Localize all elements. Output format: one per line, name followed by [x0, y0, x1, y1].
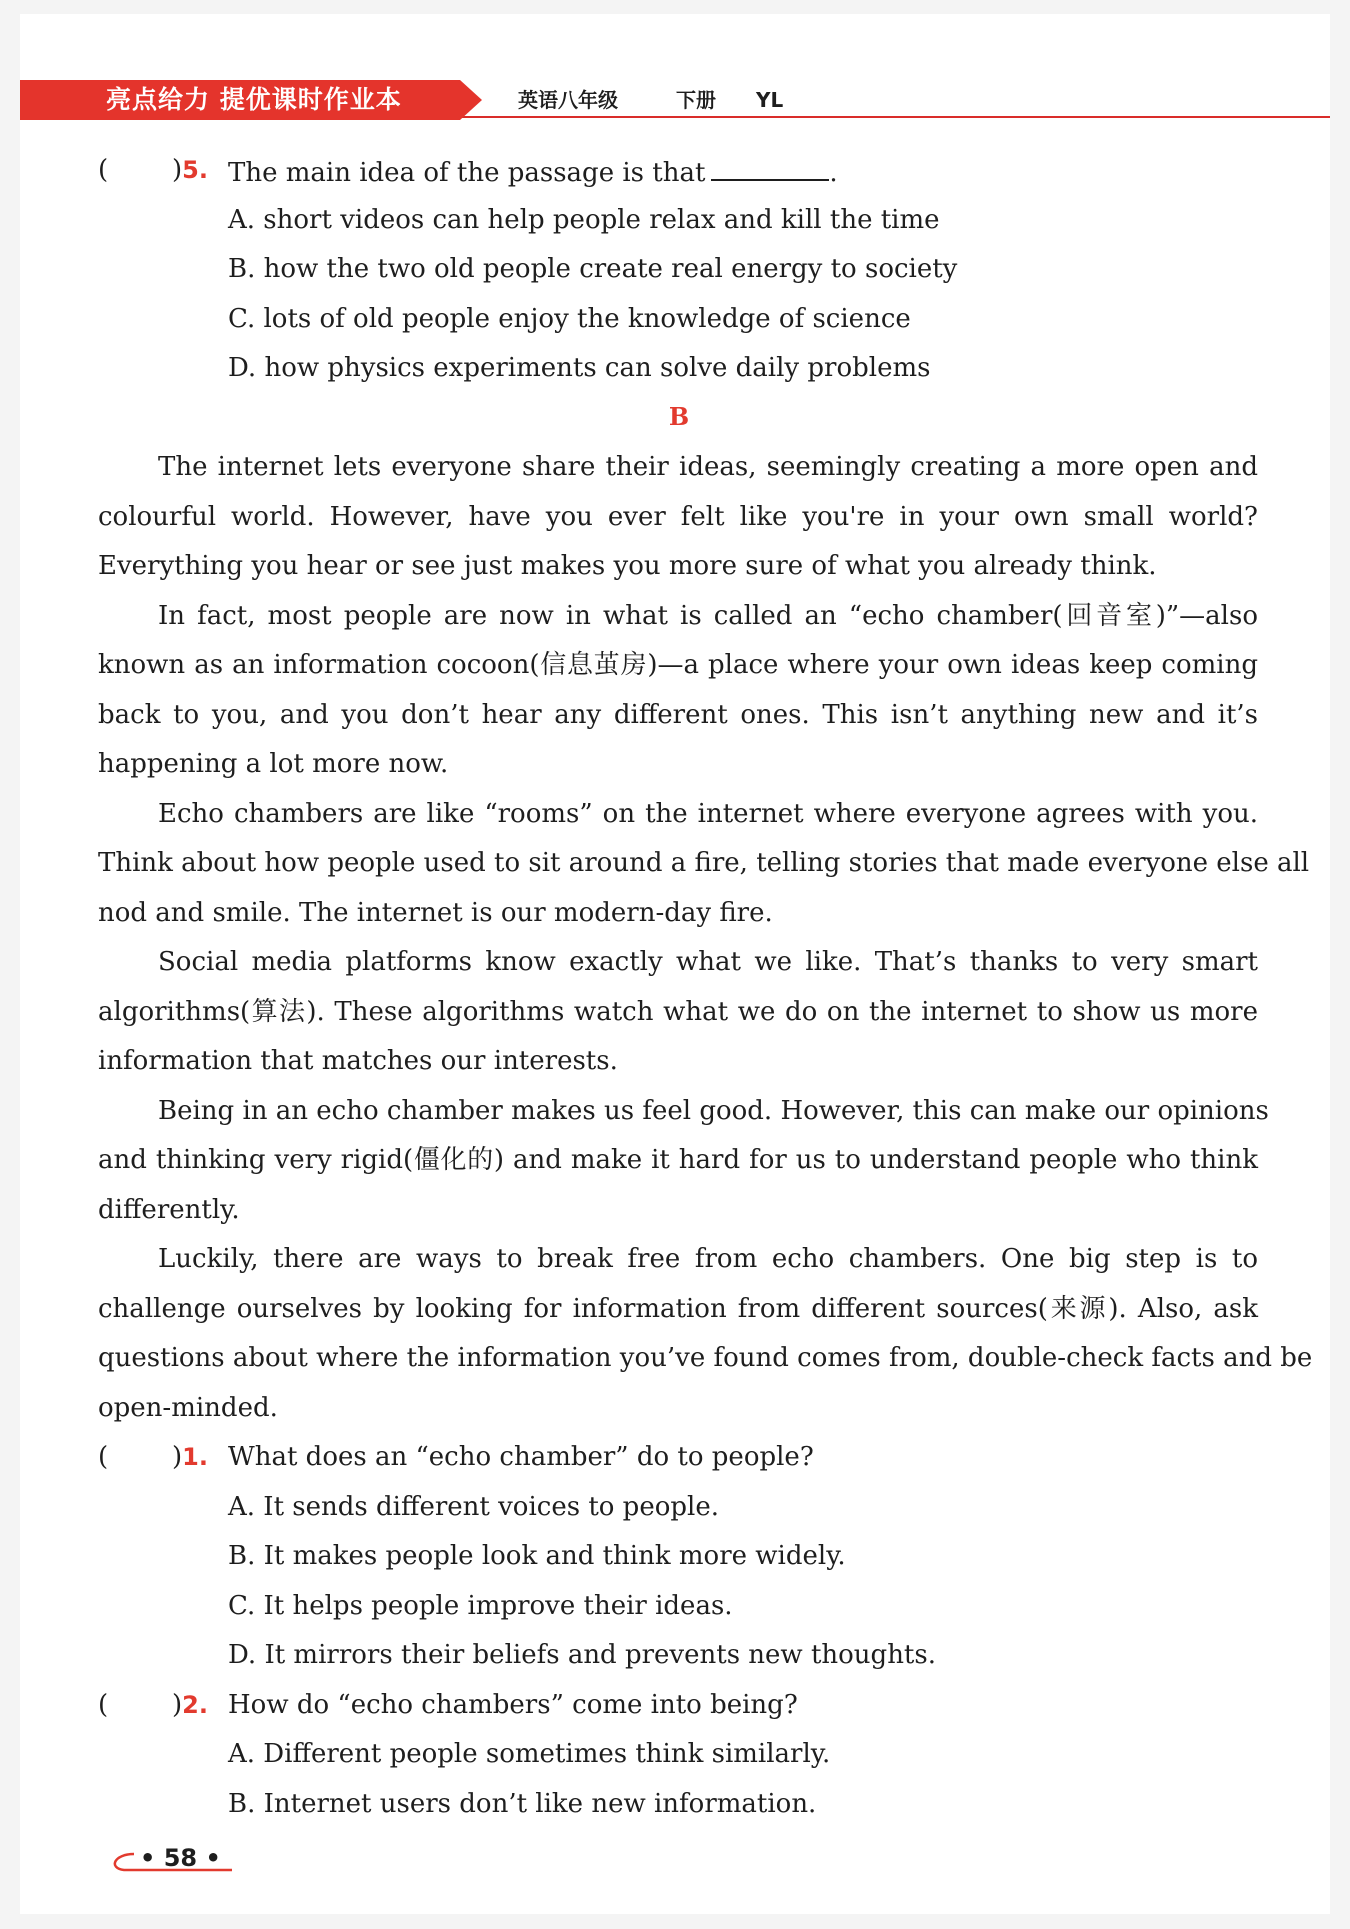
- question-2-option-a: A. Different people sometimes think similarly.: [228, 1739, 831, 1769]
- question-1-option-d: D. It mirrors their beliefs and prevents new thoughts.: [228, 1640, 936, 1670]
- answer-paren-close: ): [172, 155, 183, 185]
- passage-line: Luckily, there are ways to break free from echo chambers. One big step is to: [158, 1244, 1258, 1274]
- question-2-option-b: B. Internet users don’t like new information.: [228, 1789, 817, 1819]
- question-number: 5.: [182, 156, 208, 184]
- question-5-number: [172, 153, 208, 187]
- passage-line: Everything you hear or see just makes you more sure of what you already think.: [98, 551, 1157, 581]
- question-number: 1.: [182, 1443, 208, 1471]
- passage-line: In fact, most people are now in what is called an “echo chamber(回音室)”—also: [158, 601, 1258, 631]
- question-5-option-d: D. how physics experiments can solve daily problems: [228, 353, 931, 383]
- header-subject: 英语八年级: [518, 88, 618, 112]
- passage-line: Think about how people used to sit around a fire, telling stories that made everyone else all: [98, 848, 1310, 878]
- passage-line: information that matches our interests.: [98, 1046, 618, 1076]
- answer-paren-close: ): [172, 1442, 183, 1472]
- answer-paren-open: (: [98, 1690, 109, 1720]
- passage-line: open-minded.: [98, 1393, 278, 1423]
- passage-line: known as an information cocoon(信息茧房)—a place where your own ideas keep coming: [98, 650, 1258, 680]
- passage-line: happening a lot more now.: [98, 749, 449, 779]
- passage-line: questions about where the information you’ve found comes from, double-check facts and be: [98, 1343, 1313, 1373]
- question-2-stem: How do “echo chambers” come into being?: [228, 1690, 798, 1720]
- question-stem-text: The main idea of the passage is that: [228, 158, 706, 188]
- passage-line: and thinking very rigid(僵化的) and make it hard for us to understand people who think: [98, 1145, 1258, 1175]
- question-5-stem: [228, 153, 838, 187]
- passage-line: challenge ourselves by looking for information from different sources(来源). Also, ask: [98, 1294, 1258, 1324]
- passage-line: Social media platforms know exactly what we like. That’s thanks to very smart: [158, 947, 1258, 977]
- passage-line: Echo chambers are like “rooms” on the internet where everyone agrees with you.: [158, 799, 1258, 829]
- question-5-option-b: B. how the two old people create real energy to society: [228, 254, 958, 284]
- question-1-option-a: A. It sends different voices to people.: [228, 1492, 719, 1522]
- stem-period: .: [829, 158, 838, 188]
- passage-line: Being in an echo chamber makes us feel good. However, this can make our opinions: [158, 1096, 1269, 1126]
- header-edition: YL: [756, 88, 784, 112]
- passage-line: colourful world. However, have you ever felt like you're in your own small world?: [98, 502, 1258, 532]
- header-brand: 亮点给力 提优课时作业本: [106, 85, 402, 114]
- question-5-option-a: A. short videos can help people relax and kill the time: [228, 205, 940, 235]
- question-1-number: [172, 1440, 208, 1474]
- question-1-stem: What does an “echo chamber” do to people?: [228, 1442, 814, 1472]
- answer-paren-close: ): [172, 1690, 183, 1720]
- passage-line: algorithms(算法). These algorithms watch what we do on the internet to show us more: [98, 997, 1258, 1027]
- question-2-number: [172, 1688, 208, 1722]
- answer-paren-open: (: [98, 155, 109, 185]
- passage-line: nod and smile. The internet is our modern-day fire.: [98, 898, 773, 928]
- answer-blank[interactable]: [711, 153, 829, 181]
- question-1-option-c: C. It helps people improve their ideas.: [228, 1591, 733, 1621]
- page-number: • 58 •: [140, 1844, 221, 1872]
- passage-line: The internet lets everyone share their ideas, seemingly creating a more open and: [158, 452, 1258, 482]
- section-label: B: [668, 402, 690, 431]
- question-1-option-b: B. It makes people look and think more widely.: [228, 1541, 846, 1571]
- question-number: 2.: [182, 1691, 208, 1719]
- header-volume: 下册: [676, 88, 716, 112]
- question-5-option-c: C. lots of old people enjoy the knowledge of science: [228, 304, 911, 334]
- passage-line: back to you, and you don’t hear any different ones. This isn’t anything new and it’s: [98, 700, 1258, 730]
- answer-paren-open: (: [98, 1442, 109, 1472]
- passage-line: differently.: [98, 1195, 240, 1225]
